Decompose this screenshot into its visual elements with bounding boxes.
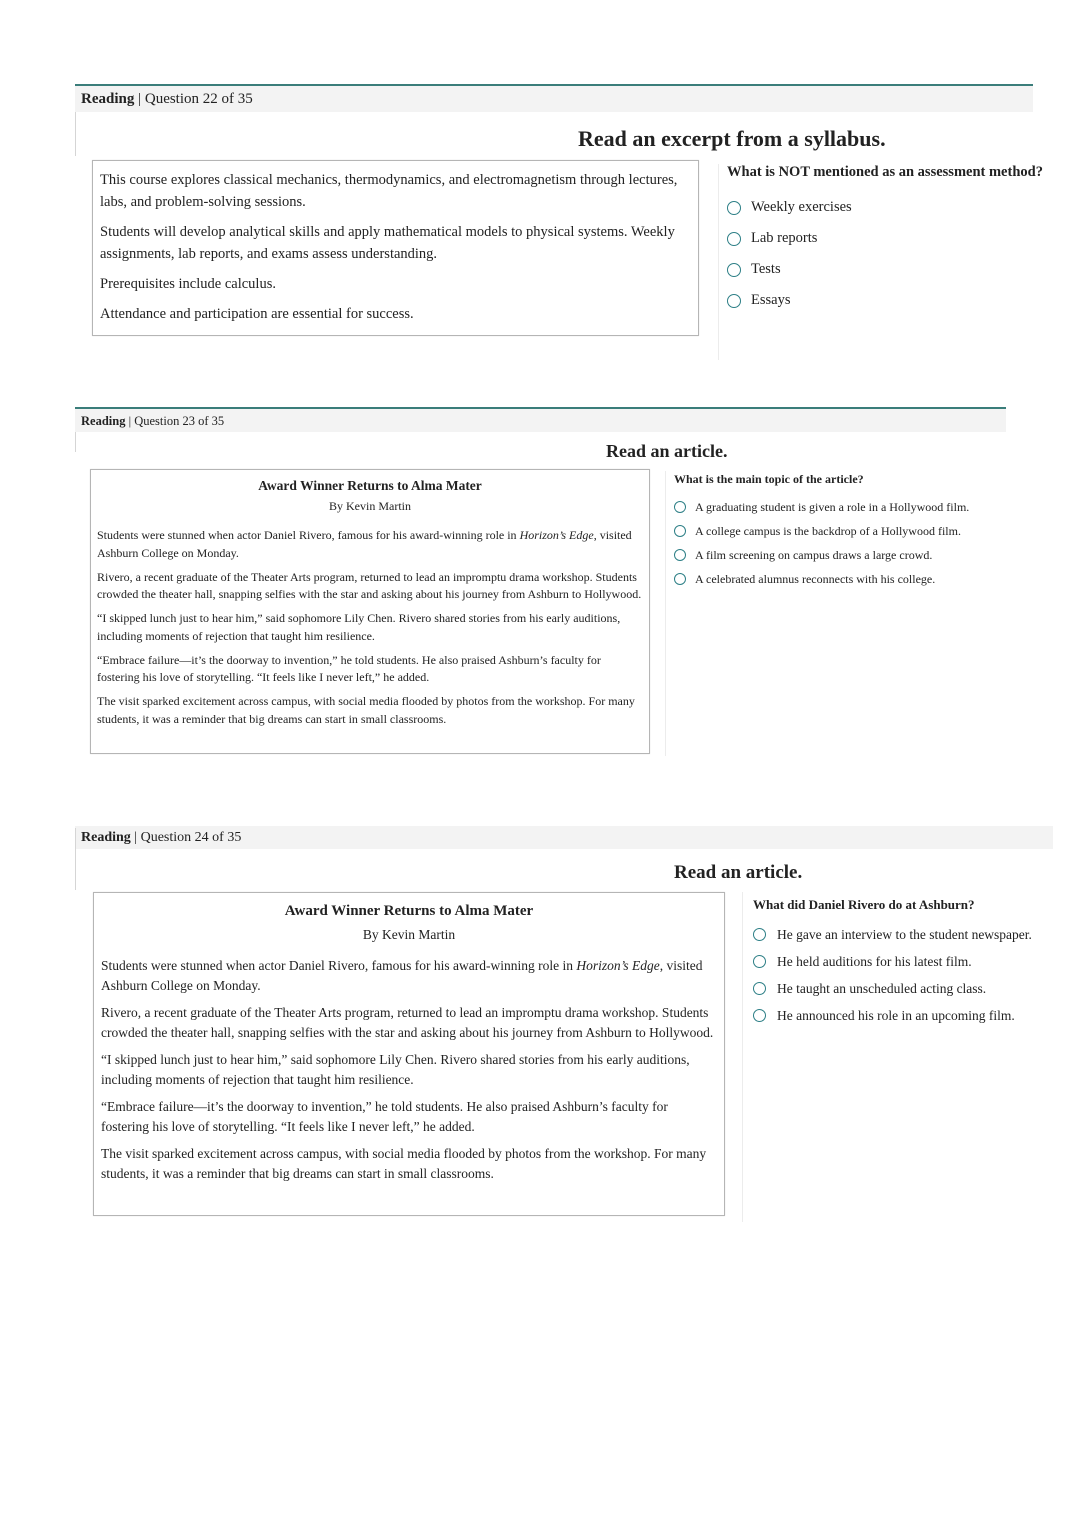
- radio-button[interactable]: [727, 201, 741, 215]
- question-panel-23: [75, 407, 1006, 762]
- pane-divider: [742, 892, 743, 1222]
- option-label: He held auditions for his latest film.: [777, 953, 972, 969]
- passage-paragraph: Students will develop analytical skills and apply mathematical models to physical systems. Weekly assignments, lab reports, and exams assess understanding.: [100, 224, 675, 262]
- answer-option-2[interactable]: [753, 948, 1053, 975]
- radio-button[interactable]: [753, 928, 766, 941]
- answer-option-4[interactable]: [674, 567, 1006, 591]
- passage-paragraph: [97, 527, 643, 562]
- answer-option-4[interactable]: [727, 285, 1033, 316]
- option-label: A film screening on campus draws a large crowd.: [695, 547, 933, 562]
- breadcrumb: Reading | Question 24 of 35: [81, 830, 242, 845]
- answer-option-1[interactable]: [674, 495, 1006, 519]
- question-pane: [727, 164, 1043, 316]
- radio-button[interactable]: [674, 549, 686, 561]
- instruction-heading: Read an article.: [606, 441, 728, 461]
- instruction-heading: Read an article.: [674, 862, 803, 883]
- pane-divider: [665, 471, 666, 756]
- film-title: Horizon’s Edge: [576, 958, 660, 973]
- answer-option-3[interactable]: [727, 254, 1033, 285]
- radio-button[interactable]: [674, 573, 686, 585]
- question-text: What did Daniel Rivero do at Ashburn?: [753, 897, 975, 912]
- pane-divider: [718, 164, 719, 360]
- question-panel-24: [75, 826, 1053, 1226]
- radio-button[interactable]: [753, 1009, 766, 1022]
- radio-button[interactable]: [674, 525, 686, 537]
- radio-button[interactable]: [727, 294, 741, 308]
- question-header: [75, 84, 1033, 112]
- option-label: A graduating student is given a role in a Hollywood film.: [695, 499, 970, 514]
- text-run: Students were stunned when actor Daniel Rivero, famous for his award-winning role in: [97, 528, 520, 542]
- text-run: , visited Ashburn College on Monday.: [97, 528, 632, 560]
- radio-button[interactable]: [753, 955, 766, 968]
- passage-box: [90, 469, 650, 754]
- divider: [75, 432, 76, 452]
- option-label: Lab reports: [751, 230, 818, 246]
- section-label: Reading: [81, 91, 135, 107]
- question-counter: Question 24 of 35: [140, 830, 242, 845]
- question-pane: [674, 472, 1006, 591]
- answer-option-2[interactable]: [727, 223, 1033, 254]
- passage-paragraph: Attendance and participation are essential for success.: [100, 306, 414, 322]
- breadcrumb: Reading | Question 22 of 35: [81, 91, 253, 107]
- divider: [75, 112, 76, 156]
- article-title: Award Winner Returns to Alma Mater: [284, 903, 534, 919]
- question-text: What is NOT mentioned as an assessment method?: [727, 164, 1043, 180]
- option-label: He gave an interview to the student newspaper.: [777, 926, 1032, 942]
- text-run: , visited Ashburn College on Monday.: [101, 958, 703, 993]
- question-counter: Question 22 of 35: [144, 91, 253, 107]
- passage-paragraph: This course explores classical mechanics, thermodynamics, and electromagnetism through lectures, labs, and problem-solving sessions.: [100, 172, 678, 210]
- article-byline: By Kevin Martin: [362, 926, 456, 942]
- answer-option-3[interactable]: [753, 975, 1053, 1002]
- question-pane: [753, 897, 1053, 1029]
- passage-paragraph: Prerequisites include calculus.: [100, 276, 276, 292]
- radio-button[interactable]: [727, 232, 741, 246]
- question-header: [75, 407, 1006, 432]
- breadcrumb: Reading | Question 23 of 35: [81, 414, 225, 428]
- section-label: Reading: [81, 414, 126, 428]
- article-byline: By Kevin Martin: [329, 498, 411, 513]
- question-panel-22: [75, 84, 1043, 364]
- option-label: A college campus is the backdrop of a Hollywood film.: [695, 523, 961, 538]
- passage-box: [92, 160, 699, 336]
- question-header: [75, 826, 1053, 849]
- option-label: He taught an unscheduled acting class.: [777, 980, 987, 996]
- answer-option-1[interactable]: [727, 192, 1033, 223]
- answer-option-3[interactable]: [674, 543, 1006, 567]
- passage-box: [93, 892, 725, 1216]
- passage-paragraph: “Embrace failure—it’s the doorway to invention,” he told students. He also praised Ashburn’s faculty for fostering his love of storytelling. “It feels like I never left,” he added.: [97, 652, 601, 684]
- passage-paragraph: Rivero, a recent graduate of the Theater Arts program, returned to lead an impromptu drama workshop. Students crowded the theater hall, snapping selfies with the star and asking about his journey from Ashburn to Hollywood.: [101, 1005, 714, 1040]
- passage-paragraph: Rivero, a recent graduate of the Theater Arts program, returned to lead an impromptu drama workshop. Students crowded the theater hall, snapping selfies with the star and asking about his journey from Ashburn to Hollywood.: [97, 569, 642, 601]
- option-label: Weekly exercises: [751, 199, 852, 215]
- passage-paragraph: “I skipped lunch just to hear him,” said sophomore Lily Chen. Rivero shared stories from his early auditions, including moments of rejection that taught him resilience.: [97, 611, 621, 643]
- answer-option-4[interactable]: [753, 1002, 1053, 1029]
- option-label: A celebrated alumnus reconnects with his college.: [695, 571, 936, 586]
- divider: [75, 828, 76, 890]
- option-label: Essays: [751, 292, 791, 308]
- radio-button[interactable]: [674, 501, 686, 513]
- question-text: What is the main topic of the article?: [674, 472, 864, 486]
- passage-paragraph: The visit sparked excitement across campus, with social media flooded by photos from the workshop. For many students, it was a reminder that big dreams can start in small classrooms.: [101, 1146, 707, 1181]
- article-title: Award Winner Returns to Alma Mater: [258, 478, 482, 493]
- answer-option-2[interactable]: [674, 519, 1006, 543]
- instruction-heading: Read an excerpt from a syllabus.: [578, 126, 886, 151]
- film-title: Horizon’s Edge: [519, 528, 594, 542]
- passage-paragraph: The visit sparked excitement across campus, with social media flooded by photos from the workshop. For many students, it was a reminder that big dreams can start in small classrooms.: [97, 694, 635, 726]
- passage-paragraph: [101, 956, 717, 995]
- section-label: Reading: [81, 830, 131, 845]
- passage-paragraph: “Embrace failure—it’s the doorway to invention,” he told students. He also praised Ashburn’s faculty for fostering his love of storytelling. “It feels like I never left,” he added.: [101, 1099, 668, 1134]
- passage-paragraph: “I skipped lunch just to hear him,” said sophomore Lily Chen. Rivero shared stories from his early auditions, including moments of rejection that taught him resilience.: [101, 1052, 690, 1087]
- radio-button[interactable]: [753, 982, 766, 995]
- text-run: Students were stunned when actor Daniel Rivero, famous for his award-winning role in: [101, 958, 577, 973]
- question-counter: Question 23 of 35: [134, 414, 225, 428]
- radio-button[interactable]: [727, 263, 741, 277]
- answer-option-1[interactable]: [753, 921, 1053, 948]
- option-label: Tests: [751, 261, 781, 277]
- option-label: He announced his role in an upcoming film.: [777, 1007, 1015, 1023]
